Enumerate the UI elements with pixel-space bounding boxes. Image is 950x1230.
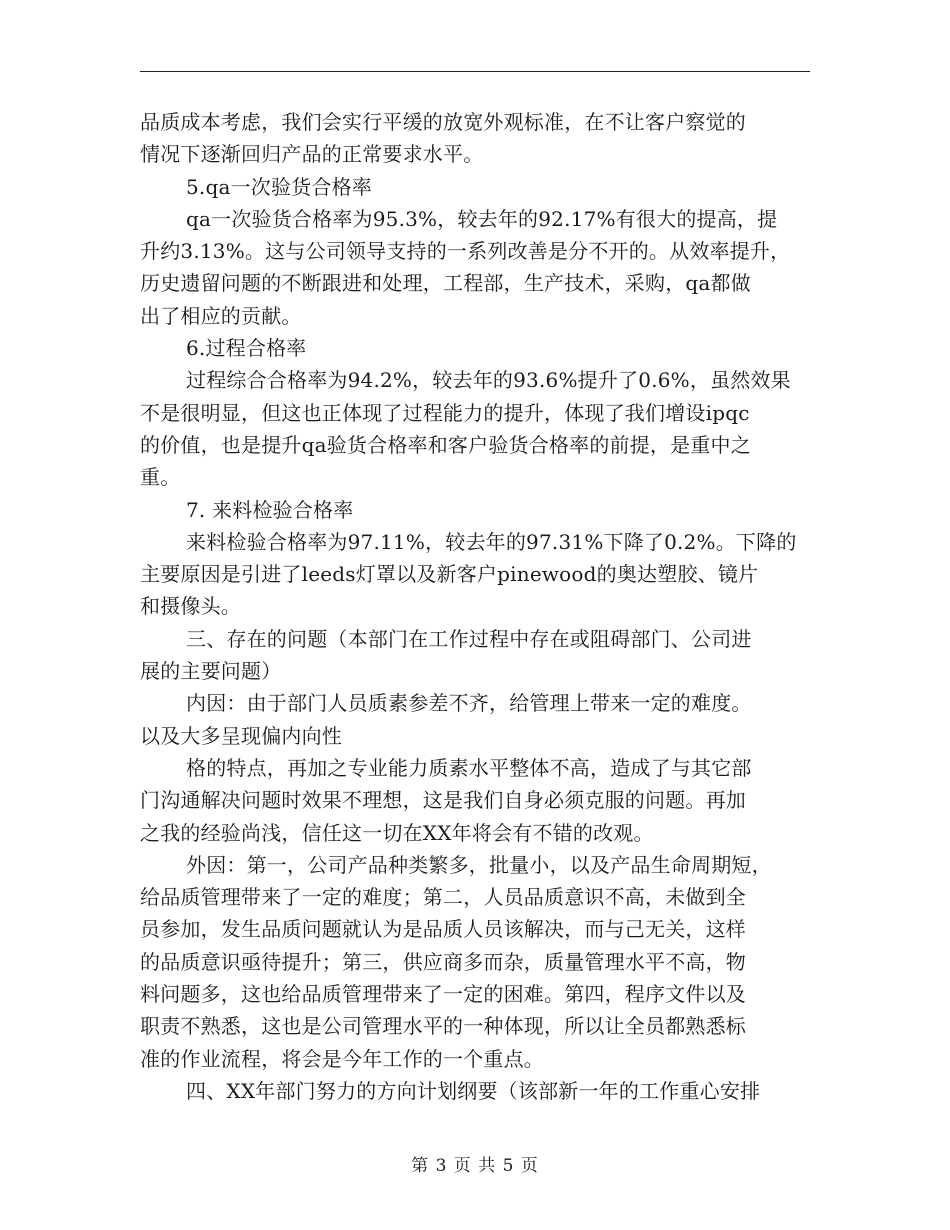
text-line: 出了相应的贡献。 — [140, 303, 302, 328]
text-line: 门沟通解决问题时效果不理想，这是我们自身必须克服的问题。再加 — [140, 788, 746, 813]
text-line: 员参加，发生品质问题就认为是品质人员该解决，而与己无关，这样 — [140, 917, 746, 942]
text-line: 准的作业流程，将会是今年工作的一个重点。 — [140, 1046, 544, 1071]
text-line: 格的特点，再加之专业能力质素水平整体不高，造成了与其它部 — [186, 755, 752, 780]
text-line: 升约3.13%。这与公司领导支持的一系列改善是分不开的。从效率提升， — [140, 239, 791, 264]
text-line: 料问题多，这也给品质管理带来了一定的困难。第四，程序文件以及 — [140, 982, 746, 1007]
body-text — [140, 106, 820, 1107]
text-line: 5.qa一次验货合格率 — [186, 174, 373, 199]
header-rule — [140, 71, 810, 72]
text-line: 内因：由于部门人员质素参差不齐，给管理上带来一定的难度。 — [186, 691, 752, 716]
text-line: 6.过程合格率 — [186, 336, 307, 361]
page-number: 第 3 页 共 5 页 — [411, 1156, 539, 1176]
text-line: 过程综合合格率为94.2%，较去年的93.6%提升了0.6%，虽然效果 — [186, 368, 791, 393]
text-line: 三、存在的问题（本部门在工作过程中存在或阻碍部门、公司进 — [186, 626, 752, 651]
text-line: 不是很明显，但这也正体现了过程能力的提升，体现了我们增设ipqc — [140, 400, 750, 425]
text-line: 的价值，也是提升qa验货合格率和客户验货合格率的前提，是重中之 — [140, 432, 751, 457]
text-line: qa一次验货合格率为95.3%，较去年的92.17%有很大的提高，提 — [186, 206, 778, 231]
text-line: 四、XX年部门努力的方向计划纲要（该部新一年的工作重心安排 — [186, 1078, 761, 1103]
text-line: 展的主要问题） — [140, 659, 282, 684]
text-line: 重。 — [140, 465, 181, 490]
text-line: 历史遗留问题的不断跟进和处理，工程部，生产技术，采购，qa都做 — [140, 271, 751, 296]
text-line: 之我的经验尚浅，信任这一切在XX年将会有不错的改观。 — [140, 820, 654, 845]
text-line: 以及大多呈现偏内向性 — [140, 723, 342, 748]
text-line: 外因：第一，公司产品种类繁多，批量小，以及产品生命周期短， — [186, 852, 772, 877]
text-line: 职责不熟悉，这也是公司管理水平的一种体现，所以让全员都熟悉标 — [140, 1014, 746, 1039]
text-line: 和摄像头。 — [140, 594, 241, 619]
text-line: 的品质意识亟待提升；第三，供应商多而杂，质量管理水平不高，物 — [140, 949, 746, 974]
text-line: 来料检验合格率为97.11%，较去年的97.31%下降了0.2%。下降的 — [186, 529, 797, 554]
text-line: 品质成本考虑，我们会实行平缓的放宽外观标准，在不让客户察觉的 — [140, 110, 746, 134]
text-line: 主要原因是引进了leeds灯罩以及新客户pinewood的奥达塑胶、镜片 — [140, 562, 759, 587]
text-line: 情况下逐渐回归产品的正常要求水平。 — [140, 142, 484, 167]
text-line: 给品质管理带来了一定的难度；第二，人员品质意识不高，未做到全 — [140, 885, 746, 910]
text-line: 7. 来料检验合格率 — [186, 497, 354, 522]
